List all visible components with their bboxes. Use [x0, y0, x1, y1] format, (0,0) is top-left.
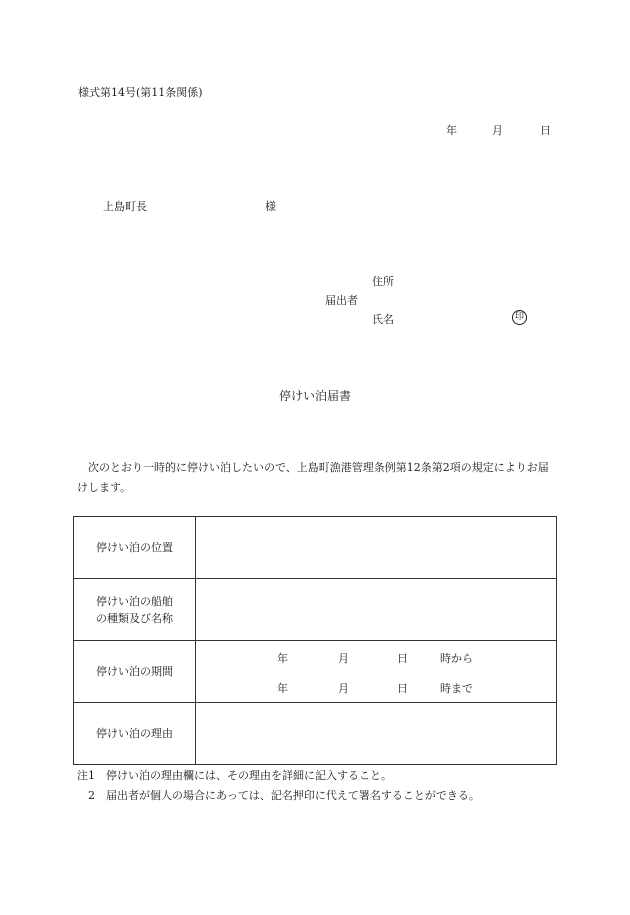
location-label: 停けい泊の位置 — [74, 517, 196, 579]
note-number: 2 — [88, 789, 95, 802]
period-field[interactable] — [196, 641, 557, 703]
period-until-hour: 時まで — [440, 682, 473, 695]
date-month-label: 月 — [492, 124, 503, 137]
seal-icon: 印 — [512, 310, 527, 325]
period-until-day: 日 — [397, 682, 408, 695]
date-day-label: 日 — [540, 124, 551, 137]
period-from-hour: 時から — [440, 652, 473, 665]
date-year-label: 年 — [446, 124, 457, 137]
vessel-label — [74, 579, 196, 641]
body-paragraph: 次のとおり一時的に停けい泊したいので、上島町漁港管理条例第12条第2項の規定によりお届けします。 — [77, 461, 549, 494]
note-text: 停けい泊の理由欄には、その理由を詳細に記入すること。 — [106, 769, 392, 782]
vessel-label-line1: 停けい泊の船舶 — [96, 594, 173, 608]
address-label: 住所 — [372, 275, 394, 288]
name-label: 氏名 — [372, 313, 394, 326]
notes — [77, 766, 480, 806]
addressee-honorific: 様 — [265, 200, 276, 213]
table-row-vessel — [74, 579, 557, 641]
reason-field[interactable] — [196, 703, 557, 765]
notifier-label: 届出者 — [325, 294, 358, 307]
note-text: 届出者が個人の場合にあっては、記名押印に代えて署名することができる。 — [106, 789, 480, 802]
period-until-year: 年 — [277, 682, 288, 695]
form-number: 様式第14号(第11条関係) — [78, 86, 203, 99]
note-item — [77, 766, 480, 786]
note-number: 注1 — [77, 769, 95, 782]
period-from-month: 月 — [338, 652, 349, 665]
document-title: 停けい泊届書 — [279, 389, 352, 403]
period-label: 停けい泊の期間 — [74, 641, 196, 703]
reason-label: 停けい泊の理由 — [74, 703, 196, 765]
vessel-field[interactable] — [196, 579, 557, 641]
period-from-day: 日 — [397, 652, 408, 665]
table-row-period — [74, 641, 557, 703]
table-row-reason — [74, 703, 557, 765]
addressee-name: 上島町長 — [103, 200, 147, 213]
notification-table — [73, 516, 557, 765]
location-field[interactable] — [196, 517, 557, 579]
period-from-year: 年 — [277, 652, 288, 665]
vessel-label-line2: の種類及び名称 — [96, 611, 173, 625]
table-row-location — [74, 517, 557, 579]
note-item — [77, 786, 480, 806]
period-until-month: 月 — [338, 682, 349, 695]
